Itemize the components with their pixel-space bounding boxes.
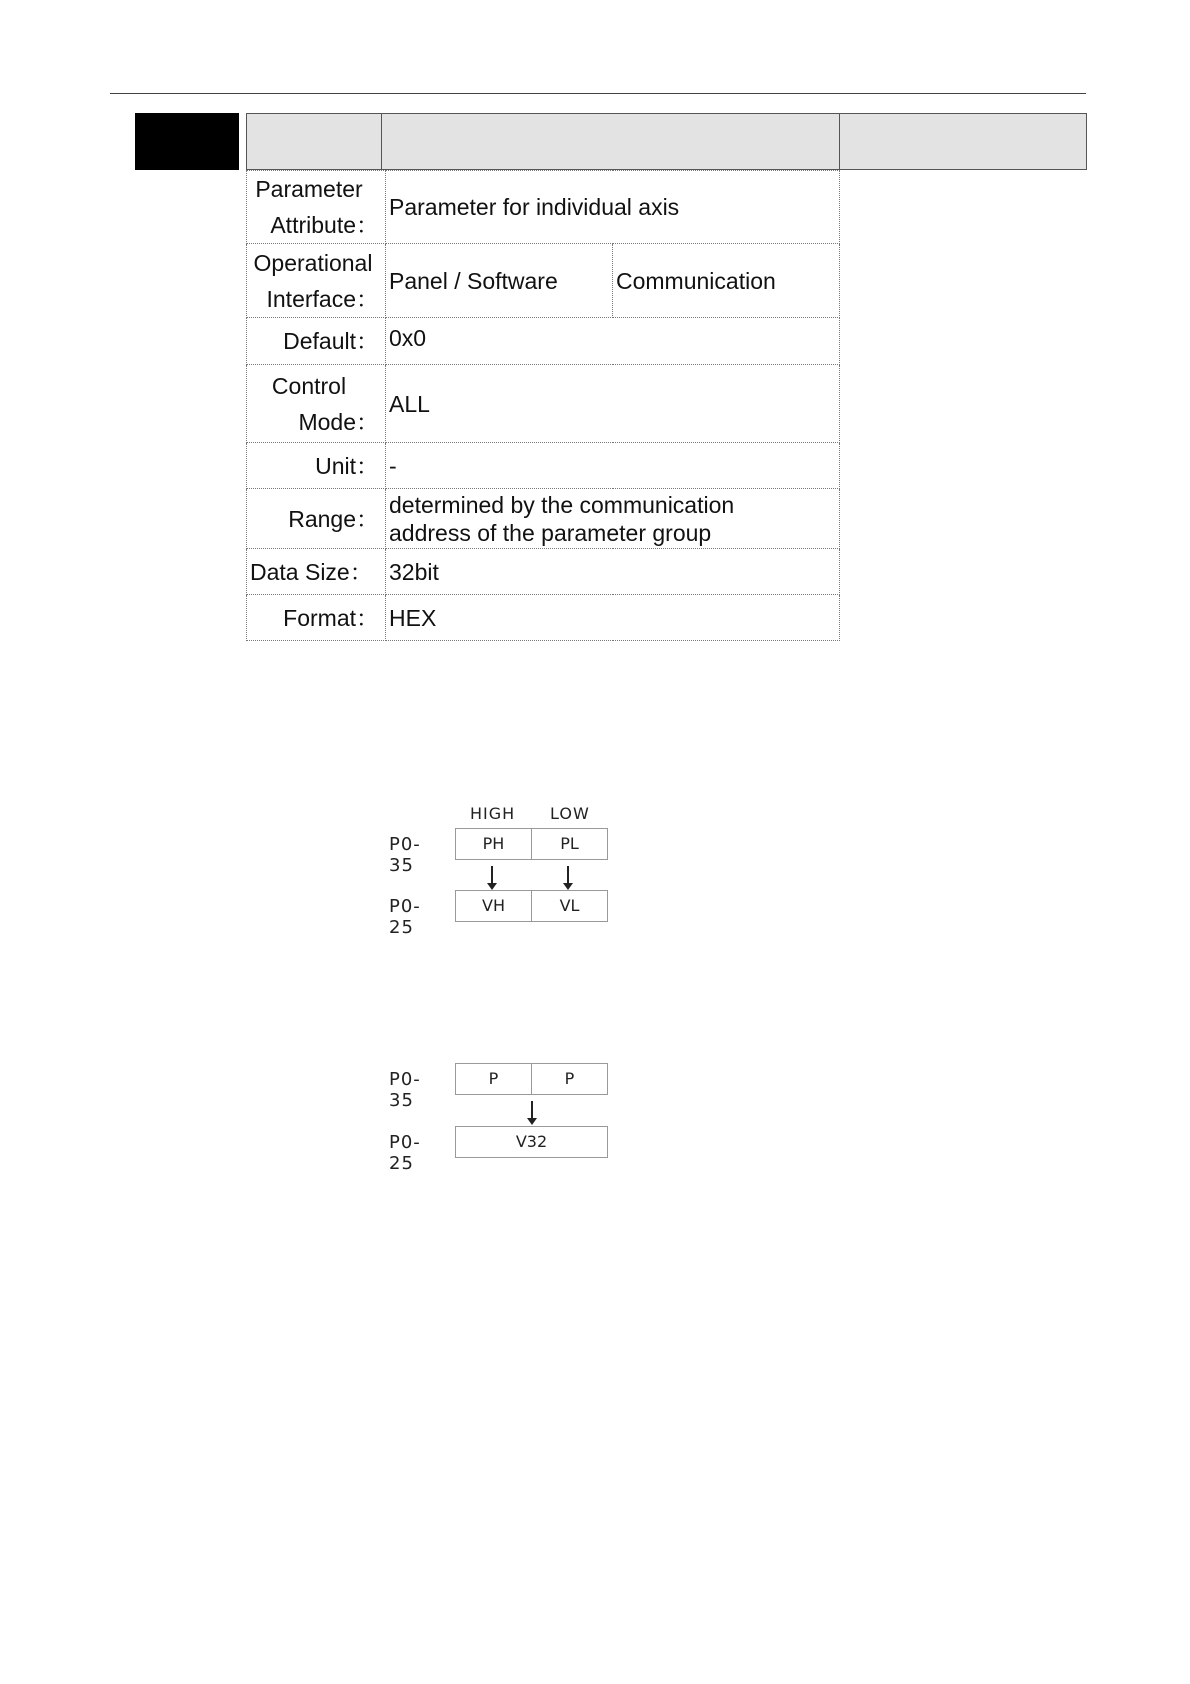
unit-label: Unit：: [247, 443, 386, 489]
data-size-value: 32bit: [386, 549, 840, 595]
param-attribute-label: Parameter Attribute：: [247, 171, 386, 244]
high-column-header: HIGH: [470, 804, 516, 823]
target-parameter-label: P0-25: [389, 1132, 421, 1174]
v32-cell: V32: [455, 1126, 608, 1158]
format-value: HEX: [386, 595, 840, 641]
source-parameter-label: P0-35: [389, 1069, 421, 1111]
interface-communication: Communication: [613, 244, 840, 318]
interface-panel-software: Panel / Software: [386, 244, 613, 318]
param-attribute-value: Parameter for individual axis: [386, 171, 840, 244]
parameter-code-tab: [135, 113, 239, 170]
p-low-cell: P: [531, 1063, 608, 1095]
arrow-down-icon: [567, 866, 569, 884]
arrow-down-icon: [531, 1101, 533, 1119]
header-cell-1: [246, 113, 382, 170]
low-column-header: LOW: [550, 804, 590, 823]
vh-cell: VH: [455, 890, 532, 922]
range-value: determined by the communication address of the parameter group: [386, 489, 840, 549]
data-size-label: Data Size：: [247, 549, 386, 595]
default-label: Default：: [247, 318, 386, 365]
control-mode-label: Control Mode：: [247, 365, 386, 443]
parameter-attribute-table: [246, 170, 840, 641]
ph-cell: PH: [455, 828, 532, 860]
source-parameter-label: P0-35: [389, 834, 421, 876]
control-mode-value: ALL: [386, 365, 840, 443]
vl-cell: VL: [531, 890, 608, 922]
p-high-cell: P: [455, 1063, 532, 1095]
range-label: Range：: [247, 489, 386, 549]
format-label: Format：: [247, 595, 386, 641]
operational-interface-label: Operational Interface：: [247, 244, 386, 318]
top-rule: [110, 93, 1086, 94]
pl-cell: PL: [531, 828, 608, 860]
header-cell-3: [839, 113, 1087, 170]
unit-value: -: [386, 443, 840, 489]
target-parameter-label: P0-25: [389, 896, 421, 938]
default-value: 0x0: [386, 318, 840, 365]
header-cell-2: [381, 113, 840, 170]
arrow-down-icon: [491, 866, 493, 884]
